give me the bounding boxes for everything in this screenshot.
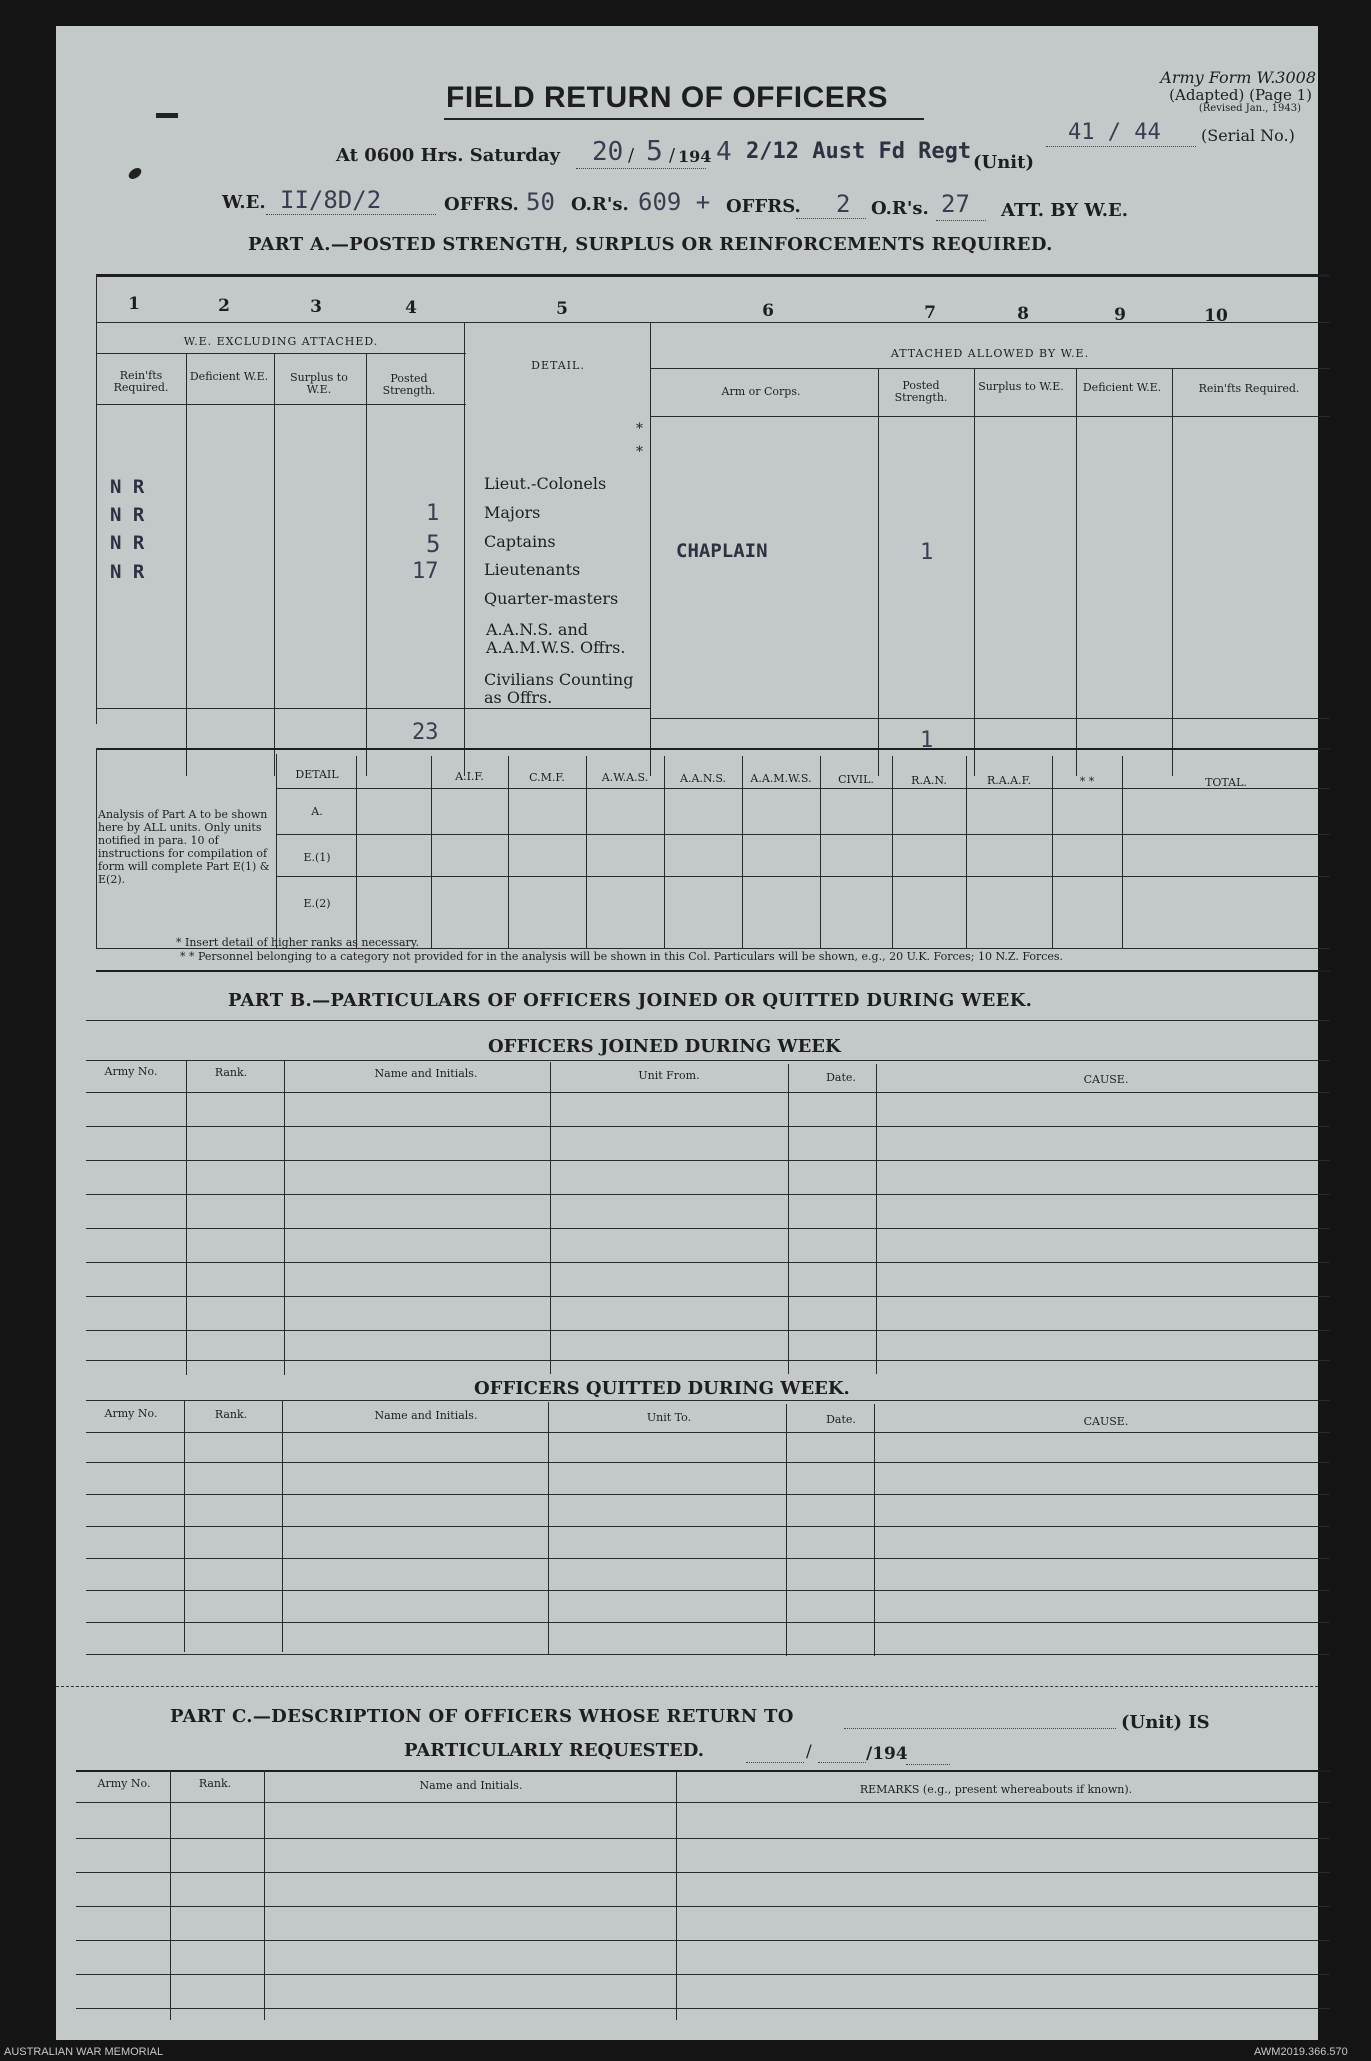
analysis-header-total: TOTAL.	[1205, 776, 1247, 789]
header-attached-posted-strength: Posted Strength.	[894, 379, 948, 404]
col-number-2: 2	[218, 296, 230, 316]
rank-captains: Captains	[484, 532, 556, 551]
posted-majors: 1	[426, 501, 440, 526]
analysis-header-detail: DETAIL	[295, 768, 339, 781]
col-number-5: 5	[556, 299, 568, 319]
analysis-row-e2: E.(2)	[303, 897, 331, 910]
analysis-header-cmf: C.M.F.	[529, 771, 565, 784]
detail-header: DETAIL.	[531, 359, 585, 372]
archive-reference: AWM2019.366.570	[1254, 2046, 1348, 2058]
joined-header-army-no: Army No.	[104, 1065, 158, 1078]
year-prefix: 194	[678, 147, 712, 166]
we-value: II/8D/2	[280, 186, 382, 214]
part-c-requested-label: PARTICULARLY REQUESTED.	[404, 1740, 704, 1761]
posted-captains: 5	[426, 530, 441, 558]
header-attached-reinfts: Rein'fts Required.	[1198, 382, 1300, 395]
footnote-single-star: * Insert detail of higher ranks as necessary.	[176, 936, 420, 949]
reinfts-captains: N R	[110, 532, 145, 554]
col-number-7: 7	[924, 303, 936, 323]
at-hours-label: At 0600 Hrs. Saturday	[336, 145, 561, 166]
analysis-header-awas: A.W.A.S.	[601, 771, 649, 784]
star-marker: *	[636, 444, 643, 460]
footnote-double-star: * * Personnel belonging to a category not provided for in the analysis will be shown in this Col. Particulars will be shown, e.g., 20 U.K. Forces; 10 N.Z. Forces.	[180, 950, 1064, 963]
archive-credit: AUSTRALIAN WAR MEMORIAL	[4, 2046, 164, 2058]
part-b-title: PART B.—PARTICULARS OF OFFICERS JOINED OR QUITTED DURING WEEK.	[228, 990, 1033, 1011]
rank-majors: Majors	[484, 503, 541, 522]
analysis-header-aans: A.A.N.S.	[680, 772, 726, 785]
att-label: ATT. BY W.E.	[1001, 200, 1129, 221]
quitted-header-name: Name and Initials.	[374, 1409, 478, 1422]
reinfts-lieutenants: N R	[110, 561, 145, 583]
ors2-label: O.R's.	[871, 198, 929, 219]
analysis-row-e1: E.(1)	[303, 851, 331, 864]
col-number-9: 9	[1114, 305, 1126, 325]
date-month: 5	[646, 134, 663, 167]
analysis-header-aif: A.I.F.	[455, 770, 484, 783]
ors2-value: 27	[941, 190, 970, 218]
rank-aans-aamws: A.A.N.S. and A.A.M.W.S. Offrs.	[486, 620, 626, 657]
quitted-header-unit-to: Unit To.	[646, 1411, 692, 1424]
attached-posted-value: 1	[920, 540, 934, 565]
arm-corps-value: CHAPLAIN	[676, 540, 768, 562]
form-sheet: Army Form W.3008 (Adapted) (Page 1) (Revised Jan., 1943) 41 / 44 (Serial No.) FIELD RETURN OF OFFICERS At 0600 Hrs. Saturday 20 / 5 / 194 4 2/12 Aust Fd Regt (Unit) W.E. II/8D/2 OFFRS. 50 O.R's. 609 + OFFRS. 2 O.R's. 27 ATT. BY W.E. PART A.—POSTED STRENGTH, SURPLUS OR REINFORCEMENTS REQUIRED. 1 2 3 4 5 6 7 8 9 10 W.E. EXCLUDING ATTACHED. DETAIL. ATTACHED ALLOWED BY W.E. Rein'fts Required. Deficient W.E. Surplus to W.E. Posted Strength. Arm or Corps. Posted Strength. Surplus to W.E. Deficient W.E. Rein'fts Required. * * Lieut.-Colonels Majors Captains Lieutenants Quarter-masters A.A.N.S. and A.A.M.W.S. Offrs. Civilians Counting as Offrs. N R N R N R N R 1 5 17 CHAPLAIN 1 23 1 Analysis of Part A to be shown here by ALL units. Only units notified in para. 10 of instructions for compilation of form will complete Part E(1) & E(2). DETAIL A.I.F. C.M.F. A.W.A.S. A.A.N.S. A.A.M.W.S. CIVIL. R.A.N. R.A.A.F. * * TOTAL. A. E.(1) E.(2) * Insert detail of higher ranks as necessary. * * Personnel belonging to a category not provided for in the analysis will be shown in this Col. Particulars will be shown, e.g., 20 U.K. Forces; 10 N.Z. Forces. PART B.—PARTICULARS OF OFFICERS JOINED OR QUITTED DURING WEEK. OFFICERS JOINED DURING WEEK Army No. Rank. Name and Initials. Unit From. Date. CAUSE. OFFICERS QUITTED DURING WEEK. Army No. Rank. Name and Initials. Unit To. Date. CAUSE. PART C.—DESCRIPTION OF OFFICERS WHOSE RETURN TO (Unit) IS PARTICULARLY REQUESTED. / /194 Army No. Rank. Name and Initials. REMARKS (e.g., present whereabouts if known).	[56, 26, 1318, 2040]
part-c-header-army-no: Army No.	[97, 1777, 151, 1790]
col-number-8: 8	[1017, 304, 1029, 324]
col-number-10: 10	[1204, 306, 1228, 326]
part-c-title: PART C.—DESCRIPTION OF OFFICERS WHOSE RETURN TO	[170, 1706, 794, 1727]
total-attached-value: 1	[920, 728, 934, 753]
total-posted-value: 23	[412, 720, 439, 745]
serial-number-value: 41 / 44	[1068, 120, 1161, 145]
reinfts-lt-col: N R	[110, 476, 145, 498]
adapted-label: (Adapted) (Page 1)	[1169, 86, 1312, 104]
part-c-header-name: Name and Initials.	[419, 1779, 523, 1792]
offrs2-value: 2	[836, 190, 851, 218]
joined-header-cause: CAUSE.	[1083, 1073, 1129, 1086]
analysis-header-other: * *	[1079, 775, 1095, 788]
quitted-header-cause: CAUSE.	[1083, 1415, 1129, 1428]
reinfts-majors: N R	[110, 504, 145, 526]
rank-lieutenants: Lieutenants	[484, 560, 581, 579]
analysis-header-aamws: A.A.M.W.S.	[750, 772, 812, 785]
rank-civilians: Civilians Counting as Offrs.	[484, 670, 634, 707]
col-number-3: 3	[310, 297, 322, 317]
part-c-year: /194	[866, 1744, 908, 1764]
part-c-header-remarks: REMARKS (e.g., present whereabouts if known).	[859, 1783, 1133, 1796]
analysis-note: Analysis of Part A to be shown here by ALL units. Only units notified in para. 10 of instructions for compilation of form will complete Part E(1) & E(2).	[98, 808, 270, 886]
col-number-6: 6	[762, 301, 774, 321]
year-digit: 4	[716, 137, 732, 167]
joined-header-name: Name and Initials.	[374, 1067, 478, 1080]
serial-number-label: (Serial No.)	[1201, 126, 1295, 145]
offrs2-label: OFFRS.	[726, 196, 801, 217]
joined-header-rank: Rank.	[214, 1066, 248, 1079]
col-number-1: 1	[128, 294, 140, 314]
analysis-header-civil: CIVIL.	[838, 773, 874, 786]
rank-lieut-colonels: Lieut.-Colonels	[484, 474, 607, 493]
date-day: 20	[592, 137, 624, 167]
quitted-header-date: Date.	[826, 1413, 856, 1426]
header-attached-surplus: Surplus to W.E.	[978, 380, 1064, 393]
ors-value: 609 +	[638, 188, 711, 216]
group-attached-allowed: ATTACHED ALLOWED BY W.E.	[890, 347, 1090, 360]
part-c-unit-label: (Unit) IS	[1121, 1712, 1210, 1733]
unit-value: 2/12 Aust Fd Regt	[746, 139, 972, 164]
ors-label: O.R's.	[571, 194, 629, 215]
analysis-header-ran: R.A.N.	[911, 774, 947, 787]
header-attached-deficient: Deficient W.E.	[1082, 381, 1162, 394]
offrs-value: 50	[526, 188, 555, 216]
revised-label: (Revised Jan., 1943)	[1198, 103, 1301, 114]
form-title: FIELD RETURN OF OFFICERS	[446, 81, 888, 114]
joined-header-unit-from: Unit From.	[638, 1069, 700, 1082]
header-surplus-to-we: Surplus to W.E.	[290, 371, 348, 396]
analysis-row-a: A.	[311, 805, 323, 818]
joined-table-title: OFFICERS JOINED DURING WEEK	[488, 1036, 841, 1057]
star-marker: *	[636, 421, 643, 437]
col-number-4: 4	[405, 298, 417, 318]
quitted-header-rank: Rank.	[214, 1408, 248, 1421]
army-form-number: Army Form W.3008	[1160, 68, 1316, 87]
header-reinfts-required: Rein'fts Required.	[113, 369, 169, 394]
ink-mark	[156, 113, 178, 118]
analysis-header-raaf: R.A.A.F.	[986, 774, 1032, 787]
quitted-table-title: OFFICERS QUITTED DURING WEEK.	[474, 1378, 850, 1399]
header-posted-strength: Posted Strength.	[382, 372, 436, 397]
header-arm-or-corps: Arm or Corps.	[721, 385, 801, 398]
unit-label: (Unit)	[973, 152, 1034, 173]
posted-lieutenants: 17	[412, 559, 439, 584]
we-label: W.E.	[222, 192, 266, 213]
ink-mark	[127, 166, 144, 181]
header-deficient-we: Deficient W.E.	[189, 370, 269, 383]
quitted-header-army-no: Army No.	[104, 1407, 158, 1420]
joined-header-date: Date.	[826, 1071, 856, 1084]
offrs-label: OFFRS.	[444, 194, 519, 215]
rank-quarter-masters: Quarter-masters	[484, 589, 619, 608]
group-we-excluding-attached: W.E. EXCLUDING ATTACHED.	[183, 335, 379, 348]
part-c-header-rank: Rank.	[198, 1777, 232, 1790]
part-a-title: PART A.—POSTED STRENGTH, SURPLUS OR REINFORCEMENTS REQUIRED.	[248, 234, 1053, 255]
